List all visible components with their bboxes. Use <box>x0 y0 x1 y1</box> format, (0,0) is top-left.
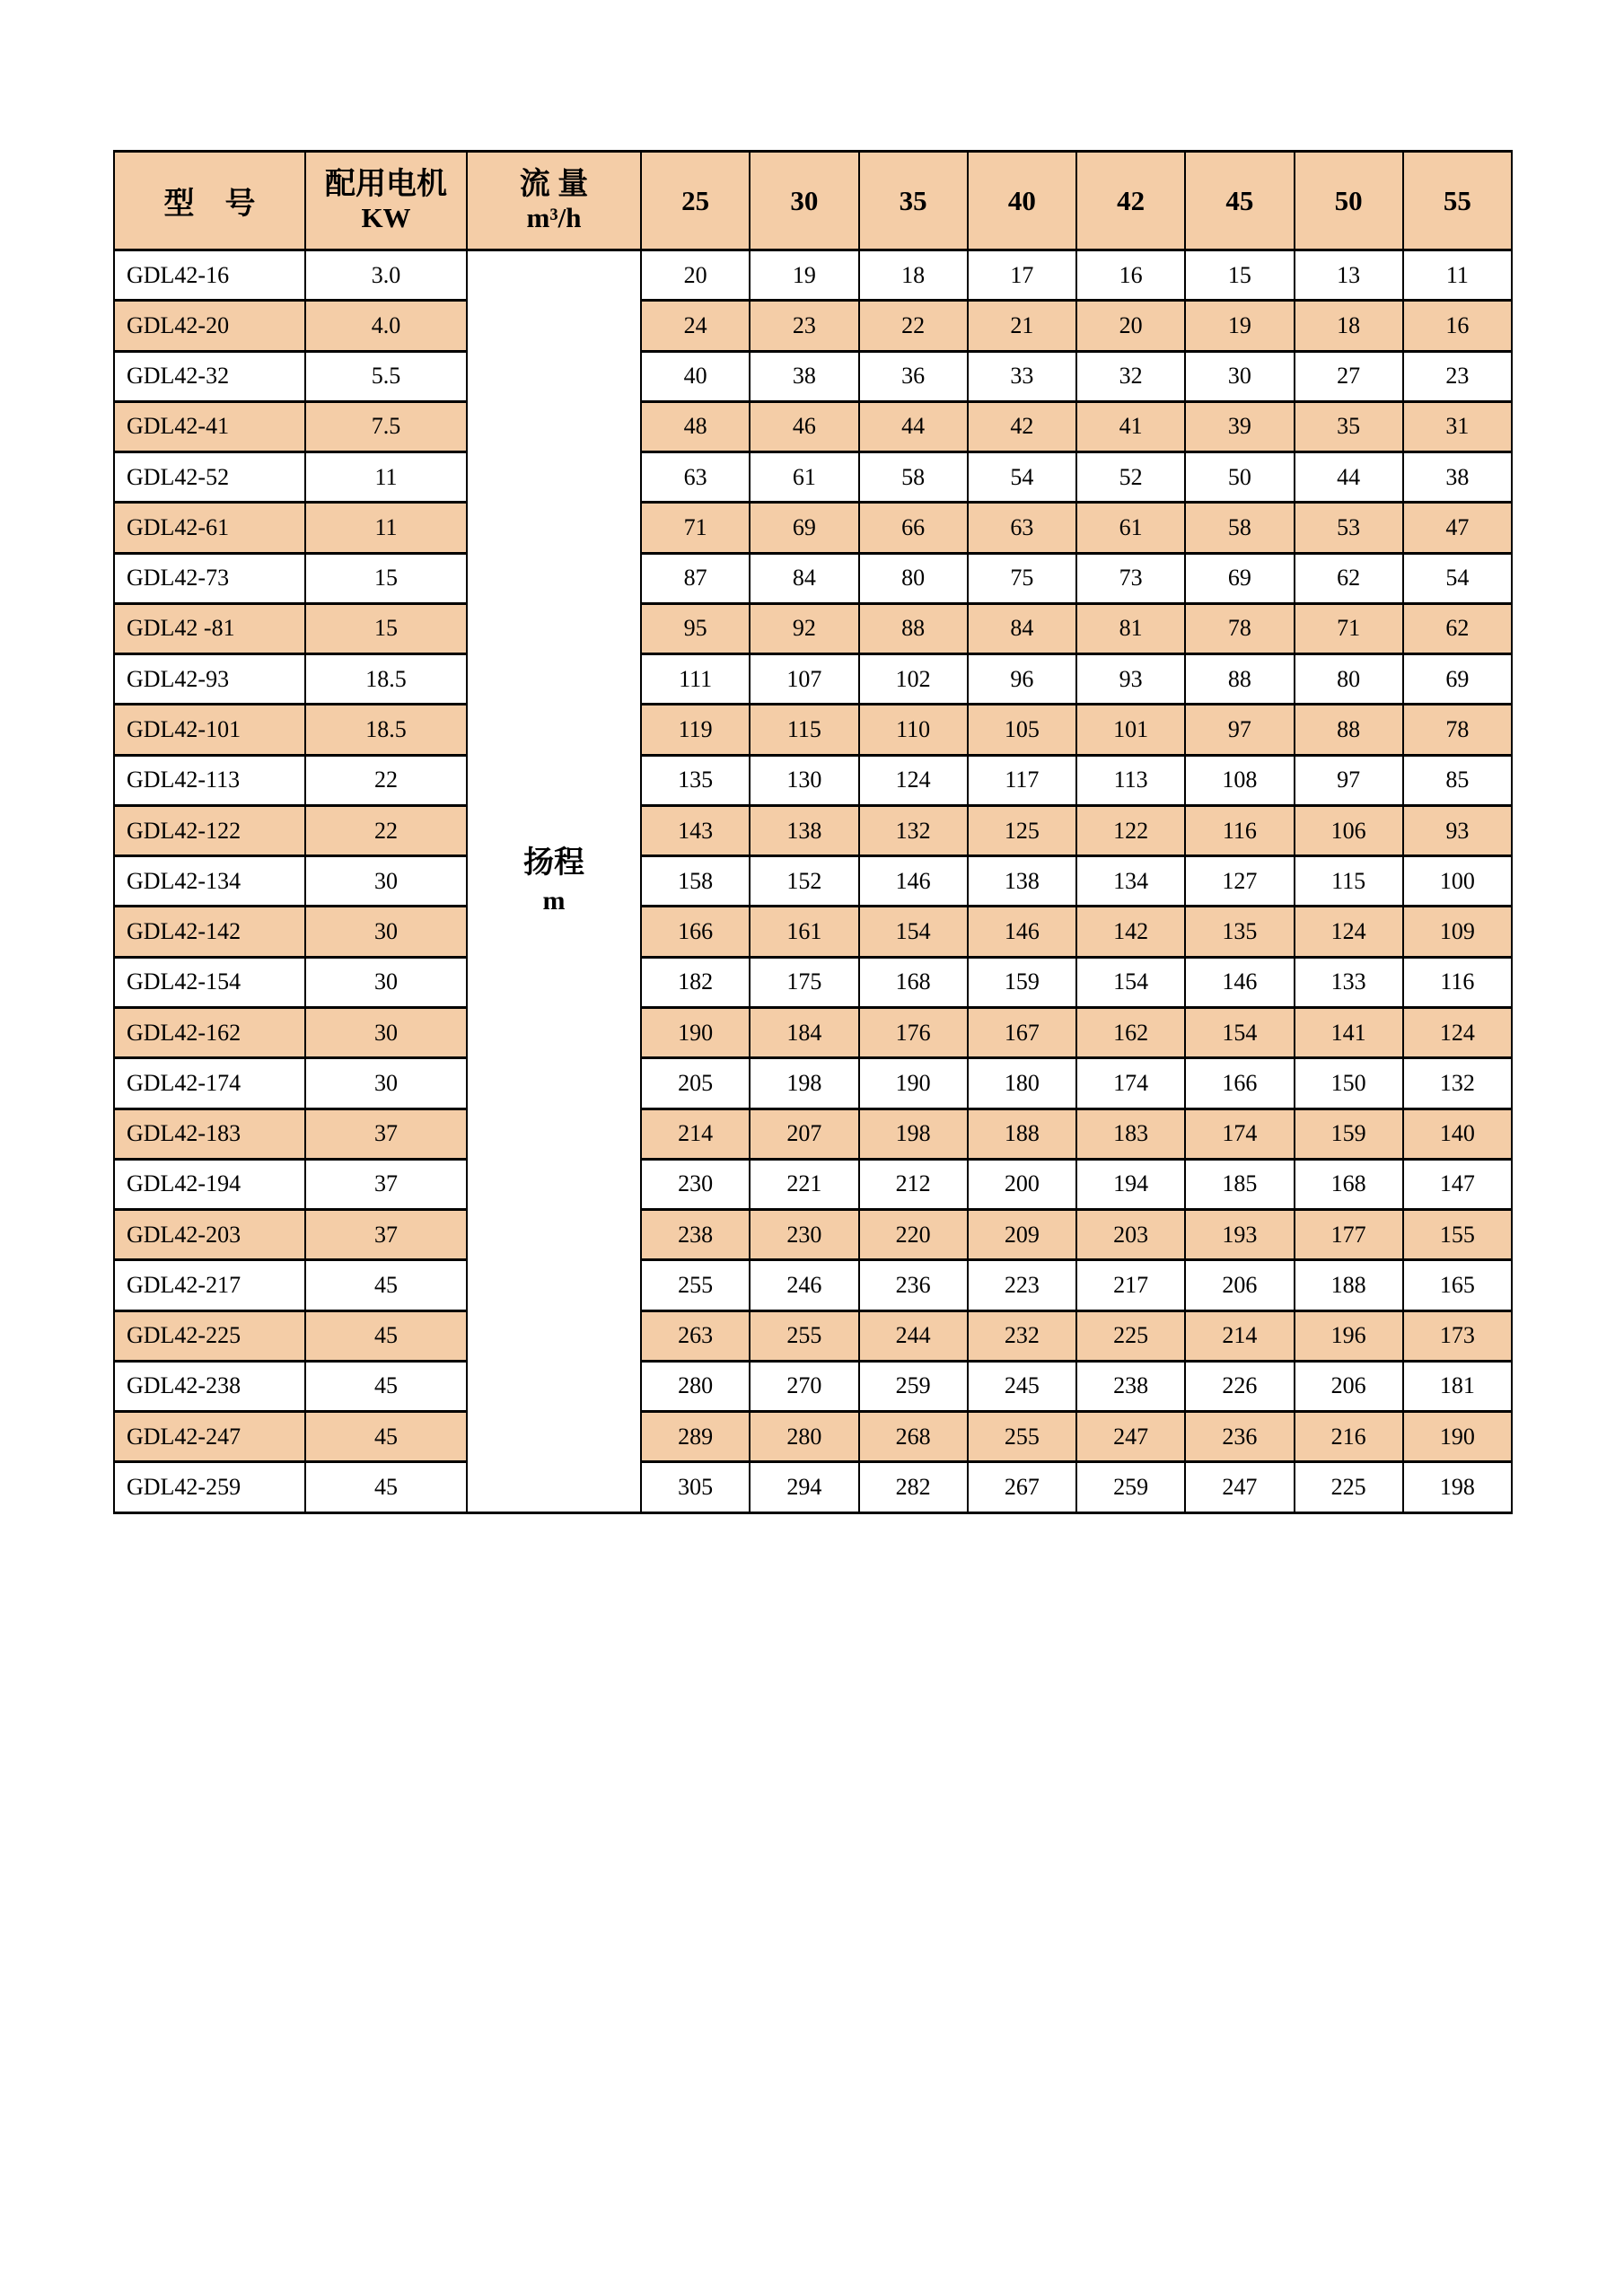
head-value-cell: 223 <box>968 1260 1076 1310</box>
table-row <box>114 401 1512 451</box>
head-value-cell: 267 <box>968 1462 1076 1512</box>
header-flow-col-45: 45 <box>1185 152 1294 250</box>
kw-cell: 15 <box>305 603 467 653</box>
head-value-cell: 193 <box>1185 1210 1294 1260</box>
head-value-cell: 80 <box>859 553 968 603</box>
head-value-cell: 58 <box>1185 503 1294 553</box>
head-value-cell: 159 <box>1295 1109 1403 1159</box>
head-value-cell: 135 <box>1185 907 1294 957</box>
head-value-cell: 259 <box>1076 1462 1185 1512</box>
table-row <box>114 553 1512 603</box>
head-value-cell: 24 <box>641 301 750 351</box>
head-value-cell: 217 <box>1076 1260 1185 1310</box>
head-value-cell: 38 <box>750 351 858 401</box>
head-value-cell: 174 <box>1076 1058 1185 1109</box>
kw-cell: 45 <box>305 1310 467 1361</box>
head-value-cell: 38 <box>1403 452 1512 503</box>
kw-cell: 45 <box>305 1260 467 1310</box>
head-value-cell: 207 <box>750 1109 858 1159</box>
head-value-cell: 19 <box>750 250 858 301</box>
kw-cell: 18.5 <box>305 705 467 755</box>
head-value-cell: 305 <box>641 1462 750 1512</box>
head-value-cell: 244 <box>859 1310 968 1361</box>
head-value-cell: 247 <box>1076 1412 1185 1462</box>
head-value-cell: 110 <box>859 705 968 755</box>
head-value-cell: 21 <box>968 301 1076 351</box>
head-value-cell: 115 <box>750 705 858 755</box>
head-value-cell: 66 <box>859 503 968 553</box>
table-row <box>114 1058 1512 1109</box>
table-row <box>114 452 1512 503</box>
header-flow-col-40: 40 <box>968 152 1076 250</box>
head-value-cell: 230 <box>750 1210 858 1260</box>
pump-spec-table <box>113 150 1513 1514</box>
head-value-cell: 158 <box>641 856 750 907</box>
kw-cell: 45 <box>305 1361 467 1411</box>
model-cell: GDL42-162 <box>114 1007 305 1057</box>
model-cell: GDL42-93 <box>114 654 305 705</box>
head-value-cell: 198 <box>1403 1462 1512 1512</box>
head-value-cell: 46 <box>750 401 858 451</box>
head-value-cell: 255 <box>968 1412 1076 1462</box>
head-value-cell: 61 <box>1076 503 1185 553</box>
head-value-cell: 206 <box>1295 1361 1403 1411</box>
head-value-cell: 54 <box>1403 553 1512 603</box>
head-value-cell: 47 <box>1403 503 1512 553</box>
head-value-cell: 206 <box>1185 1260 1294 1310</box>
header-flow-col-42: 42 <box>1076 152 1185 250</box>
kw-cell: 37 <box>305 1210 467 1260</box>
head-value-cell: 20 <box>641 250 750 301</box>
head-value-cell: 181 <box>1403 1361 1512 1411</box>
head-unit-label: 扬程 <box>523 846 584 881</box>
head-value-cell: 198 <box>859 1109 968 1159</box>
table-row <box>114 957 1512 1007</box>
head-value-cell: 152 <box>750 856 858 907</box>
head-value-cell: 220 <box>859 1210 968 1260</box>
head-value-cell: 33 <box>968 351 1076 401</box>
kw-cell: 37 <box>305 1159 467 1209</box>
head-value-cell: 130 <box>750 755 858 805</box>
header-flow-unit: m³/h <box>526 202 582 234</box>
head-value-cell: 182 <box>641 957 750 1007</box>
head-value-cell: 146 <box>968 907 1076 957</box>
head-value-cell: 154 <box>859 907 968 957</box>
head-value-cell: 146 <box>1185 957 1294 1007</box>
head-value-cell: 20 <box>1076 301 1185 351</box>
head-value-cell: 280 <box>750 1412 858 1462</box>
head-value-cell: 41 <box>1076 401 1185 451</box>
model-cell: GDL42-61 <box>114 503 305 553</box>
head-value-cell: 174 <box>1185 1109 1294 1159</box>
head-value-cell: 88 <box>1295 705 1403 755</box>
head-value-cell: 108 <box>1185 755 1294 805</box>
head-value-cell: 18 <box>859 250 968 301</box>
head-value-cell: 255 <box>641 1260 750 1310</box>
model-cell: GDL42-142 <box>114 907 305 957</box>
head-unit-unit: m <box>542 886 566 916</box>
head-value-cell: 176 <box>859 1007 968 1057</box>
head-value-cell: 18 <box>1295 301 1403 351</box>
kw-cell: 30 <box>305 1058 467 1109</box>
model-cell: GDL42-134 <box>114 856 305 907</box>
table-row <box>114 1310 1512 1361</box>
kw-cell: 22 <box>305 755 467 805</box>
table-row <box>114 1412 1512 1462</box>
model-cell: GDL42-238 <box>114 1361 305 1411</box>
head-value-cell: 100 <box>1403 856 1512 907</box>
table-row <box>114 603 1512 653</box>
head-value-cell: 180 <box>968 1058 1076 1109</box>
head-value-cell: 92 <box>750 603 858 653</box>
head-value-cell: 16 <box>1076 250 1185 301</box>
head-value-cell: 69 <box>1185 553 1294 603</box>
head-value-cell: 78 <box>1185 603 1294 653</box>
head-value-cell: 27 <box>1295 351 1403 401</box>
head-value-cell: 75 <box>968 553 1076 603</box>
head-value-cell: 168 <box>1295 1159 1403 1209</box>
table-row <box>114 1109 1512 1159</box>
table-row <box>114 250 1512 301</box>
head-value-cell: 132 <box>1403 1058 1512 1109</box>
head-value-cell: 127 <box>1185 856 1294 907</box>
head-value-cell: 124 <box>1295 907 1403 957</box>
head-value-cell: 22 <box>859 301 968 351</box>
head-value-cell: 190 <box>1403 1412 1512 1462</box>
head-value-cell: 190 <box>859 1058 968 1109</box>
table-row <box>114 301 1512 351</box>
head-value-cell: 61 <box>750 452 858 503</box>
model-cell: GDL42-113 <box>114 755 305 805</box>
head-value-cell: 11 <box>1403 250 1512 301</box>
head-value-cell: 173 <box>1403 1310 1512 1361</box>
head-value-cell: 154 <box>1185 1007 1294 1057</box>
head-value-cell: 31 <box>1403 401 1512 451</box>
head-value-cell: 232 <box>968 1310 1076 1361</box>
table-row <box>114 503 1512 553</box>
head-value-cell: 122 <box>1076 805 1185 855</box>
kw-cell: 4.0 <box>305 301 467 351</box>
head-value-cell: 15 <box>1185 250 1294 301</box>
head-value-cell: 116 <box>1185 805 1294 855</box>
head-value-cell: 44 <box>859 401 968 451</box>
model-cell: GDL42-154 <box>114 957 305 1007</box>
head-value-cell: 132 <box>859 805 968 855</box>
model-cell: GDL42-122 <box>114 805 305 855</box>
head-value-cell: 113 <box>1076 755 1185 805</box>
head-value-cell: 289 <box>641 1412 750 1462</box>
model-cell: GDL42-225 <box>114 1310 305 1361</box>
model-cell: GDL42-101 <box>114 705 305 755</box>
model-cell: GDL42-247 <box>114 1412 305 1462</box>
table-body <box>114 250 1512 1513</box>
head-value-cell: 190 <box>641 1007 750 1057</box>
head-value-cell: 212 <box>859 1159 968 1209</box>
head-value-cell: 116 <box>1403 957 1512 1007</box>
header-motor-kw <box>305 152 467 250</box>
head-value-cell: 209 <box>968 1210 1076 1260</box>
head-value-cell: 23 <box>1403 351 1512 401</box>
head-unit-merged-cell <box>467 250 641 1513</box>
head-value-cell: 183 <box>1076 1109 1185 1159</box>
head-value-cell: 119 <box>641 705 750 755</box>
head-value-cell: 84 <box>968 603 1076 653</box>
head-value-cell: 124 <box>1403 1007 1512 1057</box>
head-value-cell: 255 <box>750 1310 858 1361</box>
head-value-cell: 150 <box>1295 1058 1403 1109</box>
head-value-cell: 162 <box>1076 1007 1185 1057</box>
model-cell: GDL42-52 <box>114 452 305 503</box>
header-model: 型 号 <box>114 152 305 250</box>
head-value-cell: 198 <box>750 1058 858 1109</box>
head-value-cell: 259 <box>859 1361 968 1411</box>
kw-cell: 37 <box>305 1109 467 1159</box>
head-value-cell: 188 <box>1295 1260 1403 1310</box>
head-value-cell: 101 <box>1076 705 1185 755</box>
kw-cell: 11 <box>305 503 467 553</box>
head-value-cell: 159 <box>968 957 1076 1007</box>
head-value-cell: 166 <box>641 907 750 957</box>
head-value-cell: 143 <box>641 805 750 855</box>
head-value-cell: 225 <box>1295 1462 1403 1512</box>
head-value-cell: 53 <box>1295 503 1403 553</box>
model-cell: GDL42-16 <box>114 250 305 301</box>
kw-cell: 7.5 <box>305 401 467 451</box>
head-value-cell: 32 <box>1076 351 1185 401</box>
head-value-cell: 161 <box>750 907 858 957</box>
head-value-cell: 62 <box>1403 603 1512 653</box>
head-value-cell: 216 <box>1295 1412 1403 1462</box>
table-row <box>114 1462 1512 1512</box>
head-value-cell: 35 <box>1295 401 1403 451</box>
head-value-cell: 71 <box>641 503 750 553</box>
header-motor-unit: KW <box>361 202 411 234</box>
head-value-cell: 93 <box>1076 654 1185 705</box>
head-value-cell: 39 <box>1185 401 1294 451</box>
head-value-cell: 30 <box>1185 351 1294 401</box>
header-flow-col-50: 50 <box>1295 152 1403 250</box>
header-motor-label: 配用电机 <box>325 168 447 202</box>
head-value-cell: 81 <box>1076 603 1185 653</box>
head-value-cell: 106 <box>1295 805 1403 855</box>
head-value-cell: 87 <box>641 553 750 603</box>
head-value-cell: 133 <box>1295 957 1403 1007</box>
head-value-cell: 102 <box>859 654 968 705</box>
head-value-cell: 138 <box>750 805 858 855</box>
kw-cell: 30 <box>305 856 467 907</box>
head-value-cell: 155 <box>1403 1210 1512 1260</box>
head-value-cell: 109 <box>1403 907 1512 957</box>
head-value-cell: 188 <box>968 1109 1076 1159</box>
head-value-cell: 84 <box>750 553 858 603</box>
head-value-cell: 184 <box>750 1007 858 1057</box>
kw-cell: 45 <box>305 1462 467 1512</box>
head-value-cell: 97 <box>1295 755 1403 805</box>
head-value-cell: 238 <box>1076 1361 1185 1411</box>
table-row <box>114 705 1512 755</box>
model-cell: GDL42-41 <box>114 401 305 451</box>
head-value-cell: 140 <box>1403 1109 1512 1159</box>
table-row <box>114 1007 1512 1057</box>
table-row <box>114 1361 1512 1411</box>
head-value-cell: 236 <box>859 1260 968 1310</box>
head-value-cell: 263 <box>641 1310 750 1361</box>
head-value-cell: 225 <box>1076 1310 1185 1361</box>
table-row <box>114 805 1512 855</box>
model-cell: GDL42-32 <box>114 351 305 401</box>
header-flow-label: 流 量 <box>519 168 589 202</box>
model-cell: GDL42 -81 <box>114 603 305 653</box>
model-cell: GDL42-174 <box>114 1058 305 1109</box>
kw-cell: 30 <box>305 907 467 957</box>
head-value-cell: 141 <box>1295 1007 1403 1057</box>
head-value-cell: 280 <box>641 1361 750 1411</box>
head-value-cell: 282 <box>859 1462 968 1512</box>
head-value-cell: 146 <box>859 856 968 907</box>
header-flow <box>467 152 641 250</box>
model-cell: GDL42-183 <box>114 1109 305 1159</box>
head-value-cell: 105 <box>968 705 1076 755</box>
table-row <box>114 907 1512 957</box>
head-value-cell: 246 <box>750 1260 858 1310</box>
table-row <box>114 351 1512 401</box>
head-value-cell: 270 <box>750 1361 858 1411</box>
kw-cell: 11 <box>305 452 467 503</box>
head-value-cell: 69 <box>750 503 858 553</box>
head-value-cell: 36 <box>859 351 968 401</box>
head-value-cell: 73 <box>1076 553 1185 603</box>
head-value-cell: 16 <box>1403 301 1512 351</box>
head-value-cell: 177 <box>1295 1210 1403 1260</box>
head-value-cell: 245 <box>968 1361 1076 1411</box>
kw-cell: 3.0 <box>305 250 467 301</box>
header-row <box>114 152 1512 250</box>
head-value-cell: 167 <box>968 1007 1076 1057</box>
kw-cell: 5.5 <box>305 351 467 401</box>
head-value-cell: 17 <box>968 250 1076 301</box>
head-value-cell: 247 <box>1185 1462 1294 1512</box>
head-value-cell: 238 <box>641 1210 750 1260</box>
head-value-cell: 48 <box>641 401 750 451</box>
head-value-cell: 78 <box>1403 705 1512 755</box>
head-value-cell: 168 <box>859 957 968 1007</box>
kw-cell: 30 <box>305 957 467 1007</box>
table-row <box>114 1210 1512 1260</box>
head-value-cell: 203 <box>1076 1210 1185 1260</box>
head-value-cell: 165 <box>1403 1260 1512 1310</box>
head-value-cell: 205 <box>641 1058 750 1109</box>
table-row <box>114 654 1512 705</box>
table-row <box>114 856 1512 907</box>
head-value-cell: 54 <box>968 452 1076 503</box>
model-cell: GDL42-259 <box>114 1462 305 1512</box>
kw-cell: 45 <box>305 1412 467 1462</box>
head-value-cell: 95 <box>641 603 750 653</box>
head-value-cell: 93 <box>1403 805 1512 855</box>
head-value-cell: 19 <box>1185 301 1294 351</box>
header-flow-col-30: 30 <box>750 152 858 250</box>
head-value-cell: 117 <box>968 755 1076 805</box>
header-flow-col-35: 35 <box>859 152 968 250</box>
model-cell: GDL42-20 <box>114 301 305 351</box>
head-value-cell: 196 <box>1295 1310 1403 1361</box>
head-value-cell: 63 <box>641 452 750 503</box>
head-value-cell: 69 <box>1403 654 1512 705</box>
table-row <box>114 1260 1512 1310</box>
head-value-cell: 166 <box>1185 1058 1294 1109</box>
head-value-cell: 88 <box>1185 654 1294 705</box>
model-cell: GDL42-73 <box>114 553 305 603</box>
head-value-cell: 124 <box>859 755 968 805</box>
table-row <box>114 755 1512 805</box>
head-value-cell: 13 <box>1295 250 1403 301</box>
head-value-cell: 63 <box>968 503 1076 553</box>
kw-cell: 18.5 <box>305 654 467 705</box>
head-value-cell: 200 <box>968 1159 1076 1209</box>
head-value-cell: 40 <box>641 351 750 401</box>
head-value-cell: 23 <box>750 301 858 351</box>
head-value-cell: 44 <box>1295 452 1403 503</box>
head-value-cell: 58 <box>859 452 968 503</box>
kw-cell: 15 <box>305 553 467 603</box>
head-value-cell: 294 <box>750 1462 858 1512</box>
head-value-cell: 175 <box>750 957 858 1007</box>
head-value-cell: 96 <box>968 654 1076 705</box>
head-value-cell: 134 <box>1076 856 1185 907</box>
head-value-cell: 71 <box>1295 603 1403 653</box>
head-value-cell: 147 <box>1403 1159 1512 1209</box>
head-value-cell: 230 <box>641 1159 750 1209</box>
model-cell: GDL42-203 <box>114 1210 305 1260</box>
kw-cell: 22 <box>305 805 467 855</box>
head-value-cell: 107 <box>750 654 858 705</box>
table-row <box>114 1159 1512 1209</box>
head-value-cell: 135 <box>641 755 750 805</box>
model-cell: GDL42-194 <box>114 1159 305 1209</box>
head-value-cell: 226 <box>1185 1361 1294 1411</box>
head-value-cell: 111 <box>641 654 750 705</box>
head-value-cell: 97 <box>1185 705 1294 755</box>
head-value-cell: 42 <box>968 401 1076 451</box>
head-value-cell: 115 <box>1295 856 1403 907</box>
head-value-cell: 80 <box>1295 654 1403 705</box>
head-value-cell: 214 <box>1185 1310 1294 1361</box>
kw-cell: 30 <box>305 1007 467 1057</box>
head-value-cell: 52 <box>1076 452 1185 503</box>
head-value-cell: 221 <box>750 1159 858 1209</box>
head-value-cell: 214 <box>641 1109 750 1159</box>
header-flow-col-25: 25 <box>641 152 750 250</box>
head-value-cell: 62 <box>1295 553 1403 603</box>
head-value-cell: 236 <box>1185 1412 1294 1462</box>
head-value-cell: 50 <box>1185 452 1294 503</box>
model-cell: GDL42-217 <box>114 1260 305 1310</box>
head-value-cell: 88 <box>859 603 968 653</box>
head-value-cell: 154 <box>1076 957 1185 1007</box>
head-value-cell: 185 <box>1185 1159 1294 1209</box>
head-value-cell: 194 <box>1076 1159 1185 1209</box>
head-value-cell: 138 <box>968 856 1076 907</box>
head-value-cell: 268 <box>859 1412 968 1462</box>
header-flow-col-55: 55 <box>1403 152 1512 250</box>
head-value-cell: 85 <box>1403 755 1512 805</box>
head-value-cell: 142 <box>1076 907 1185 957</box>
head-value-cell: 125 <box>968 805 1076 855</box>
